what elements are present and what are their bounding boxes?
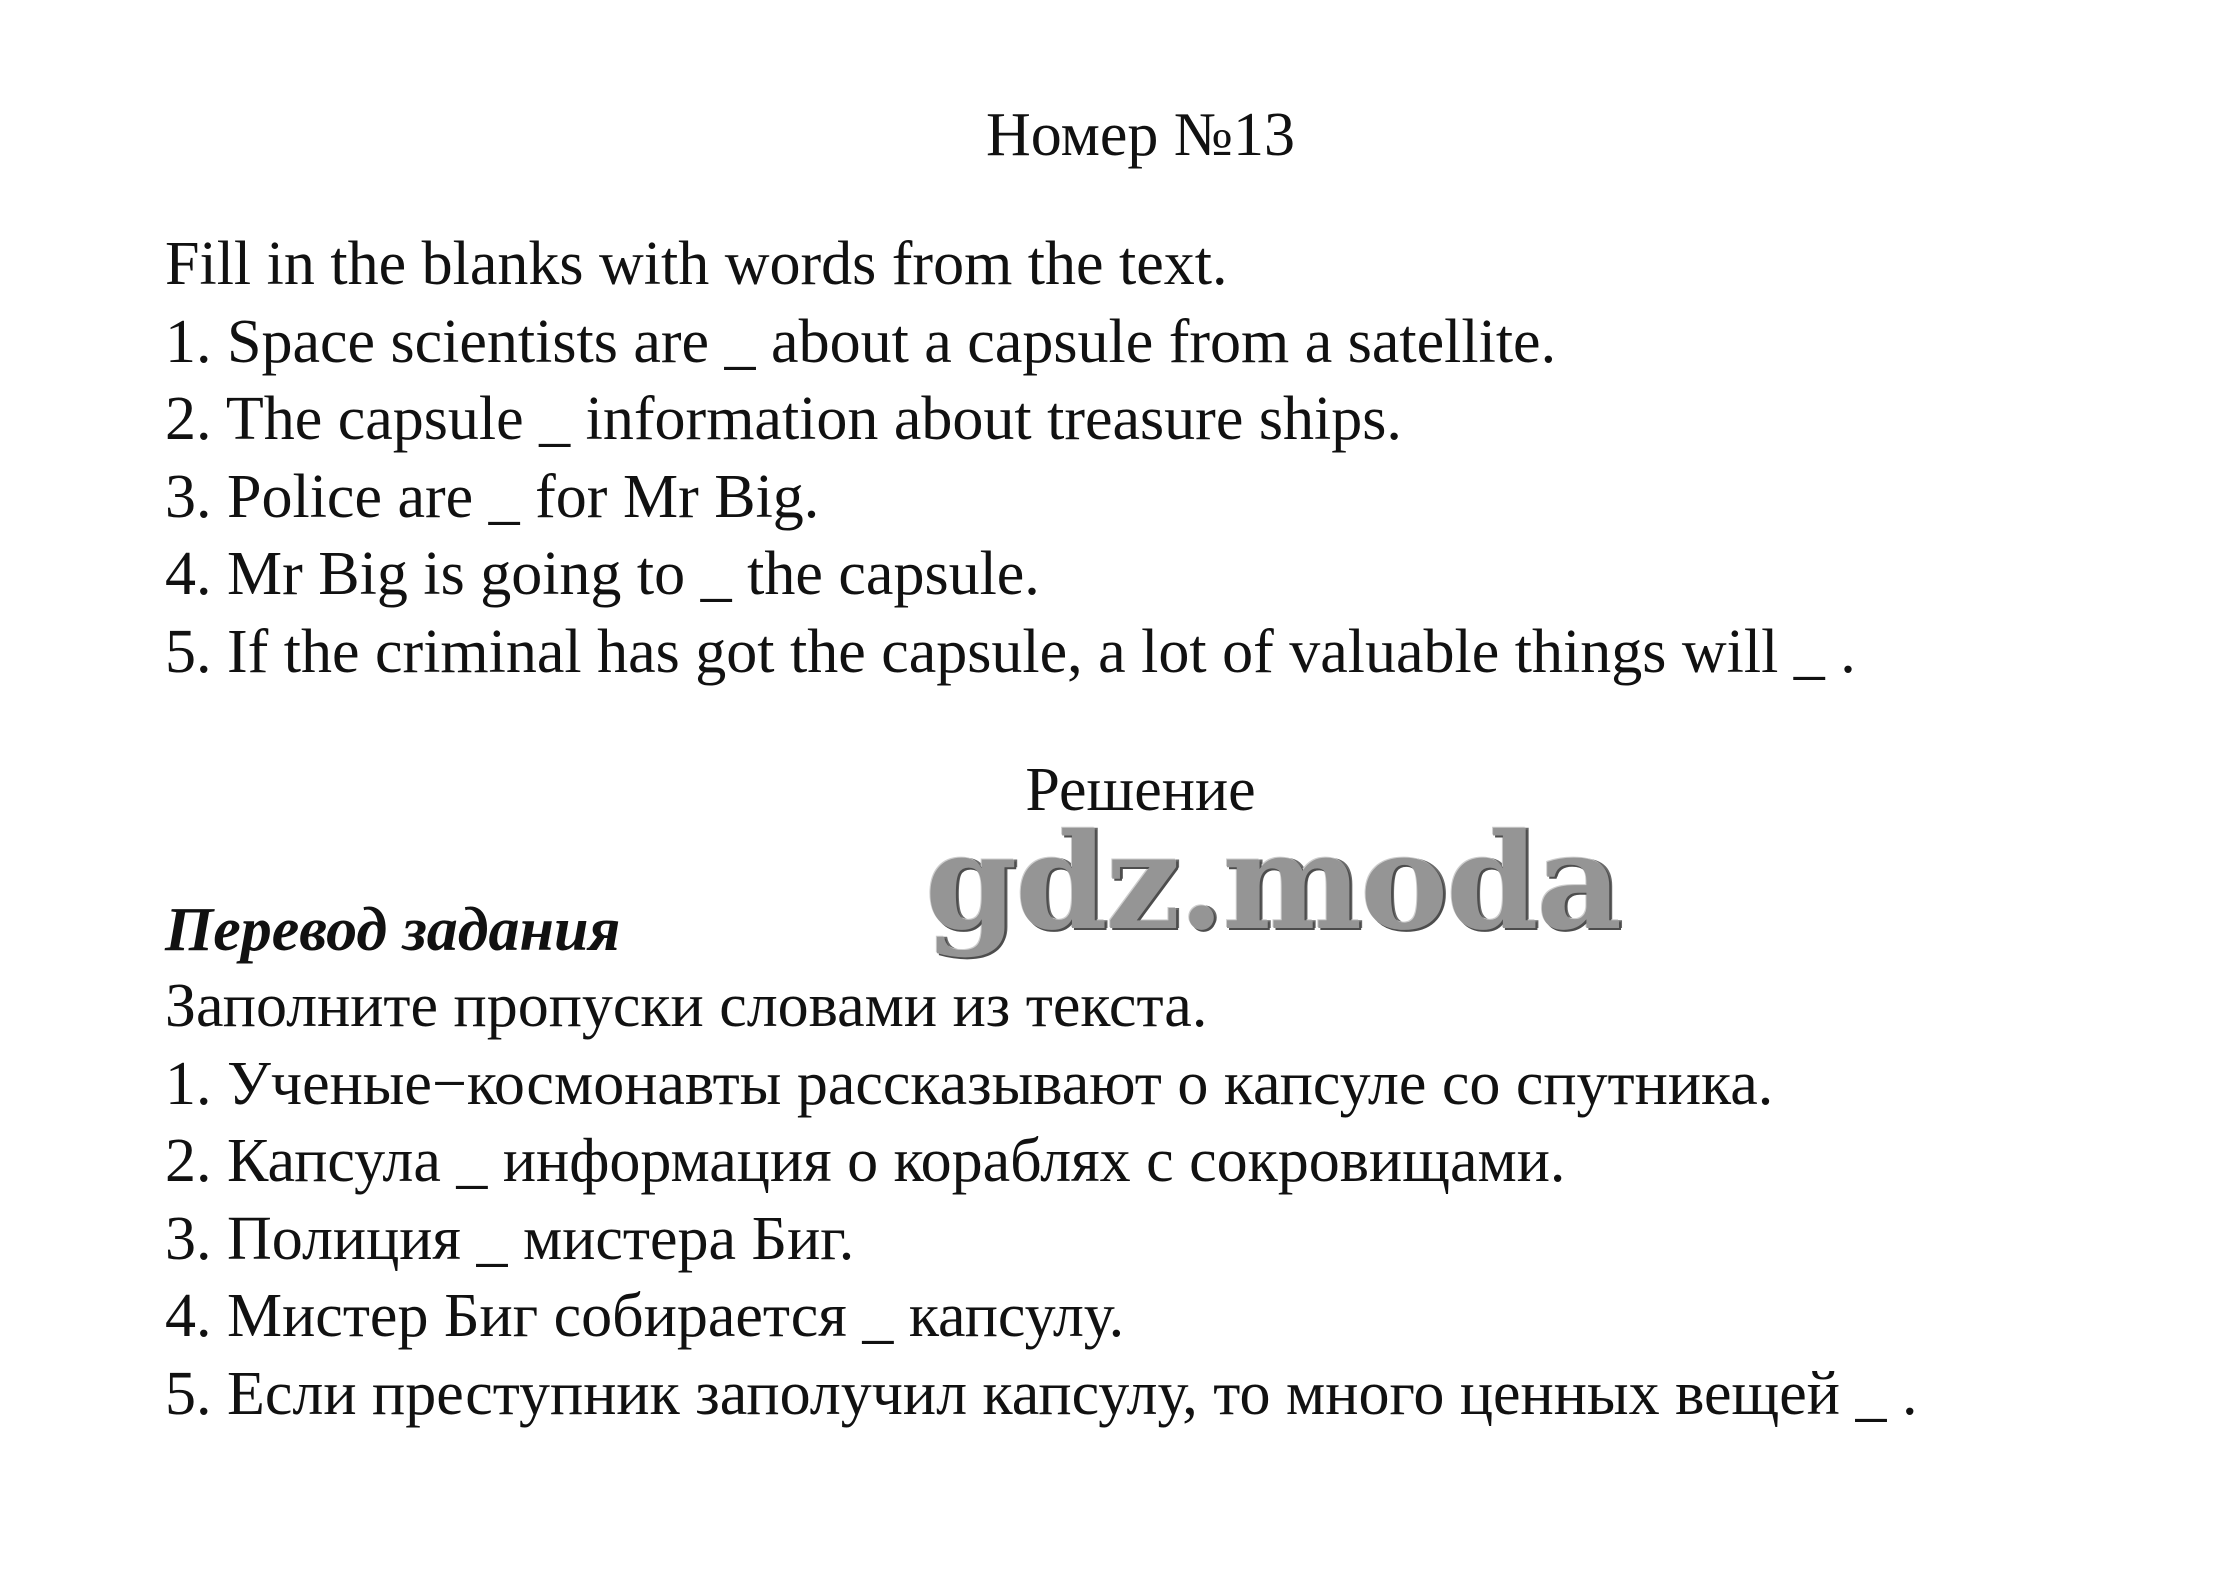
translation-block <box>165 968 1917 1433</box>
task-item-5: 5. If the criminal has got the capsule, a lot of valuable things will _ . <box>165 617 1856 686</box>
task-block <box>165 226 1856 691</box>
task-item-3: 3. Police are _ for Mr Big. <box>165 462 820 531</box>
task-item-1: 1. Space scientists are _ about a capsule from a satellite. <box>165 307 1557 376</box>
page-title: Номер №13 <box>985 101 1295 169</box>
translation-item-1: 1. Ученые−космонавты рассказывают о капсуле со спутника. <box>165 1049 1774 1118</box>
translation-item-5: 5. Если преступник заполучил капсулу, то много ценных вещей _ . <box>165 1359 1918 1428</box>
translation-instruction: Заполните пропуски словами из текста. <box>165 972 1208 1040</box>
solution-label: Решение <box>1025 756 1256 824</box>
task-item-4: 4. Mr Big is going to _ the capsule. <box>165 540 1040 608</box>
task-instruction: Fill in the blanks with words from the text. <box>165 230 1228 298</box>
watermark-logo: gdz.moda <box>925 805 1621 960</box>
translation-heading: Перевод задания <box>165 896 621 964</box>
translation-item-2: 2. Капсула _ информация о кораблях с сокровищами. <box>165 1127 1566 1195</box>
translation-item-3: 3. Полиция _ мистера Биг. <box>165 1204 855 1273</box>
task-item-2: 2. The capsule _ information about treasure ships. <box>165 385 1402 453</box>
translation-item-4: 4. Мистер Биг собирается _ капсулу. <box>165 1282 1125 1350</box>
